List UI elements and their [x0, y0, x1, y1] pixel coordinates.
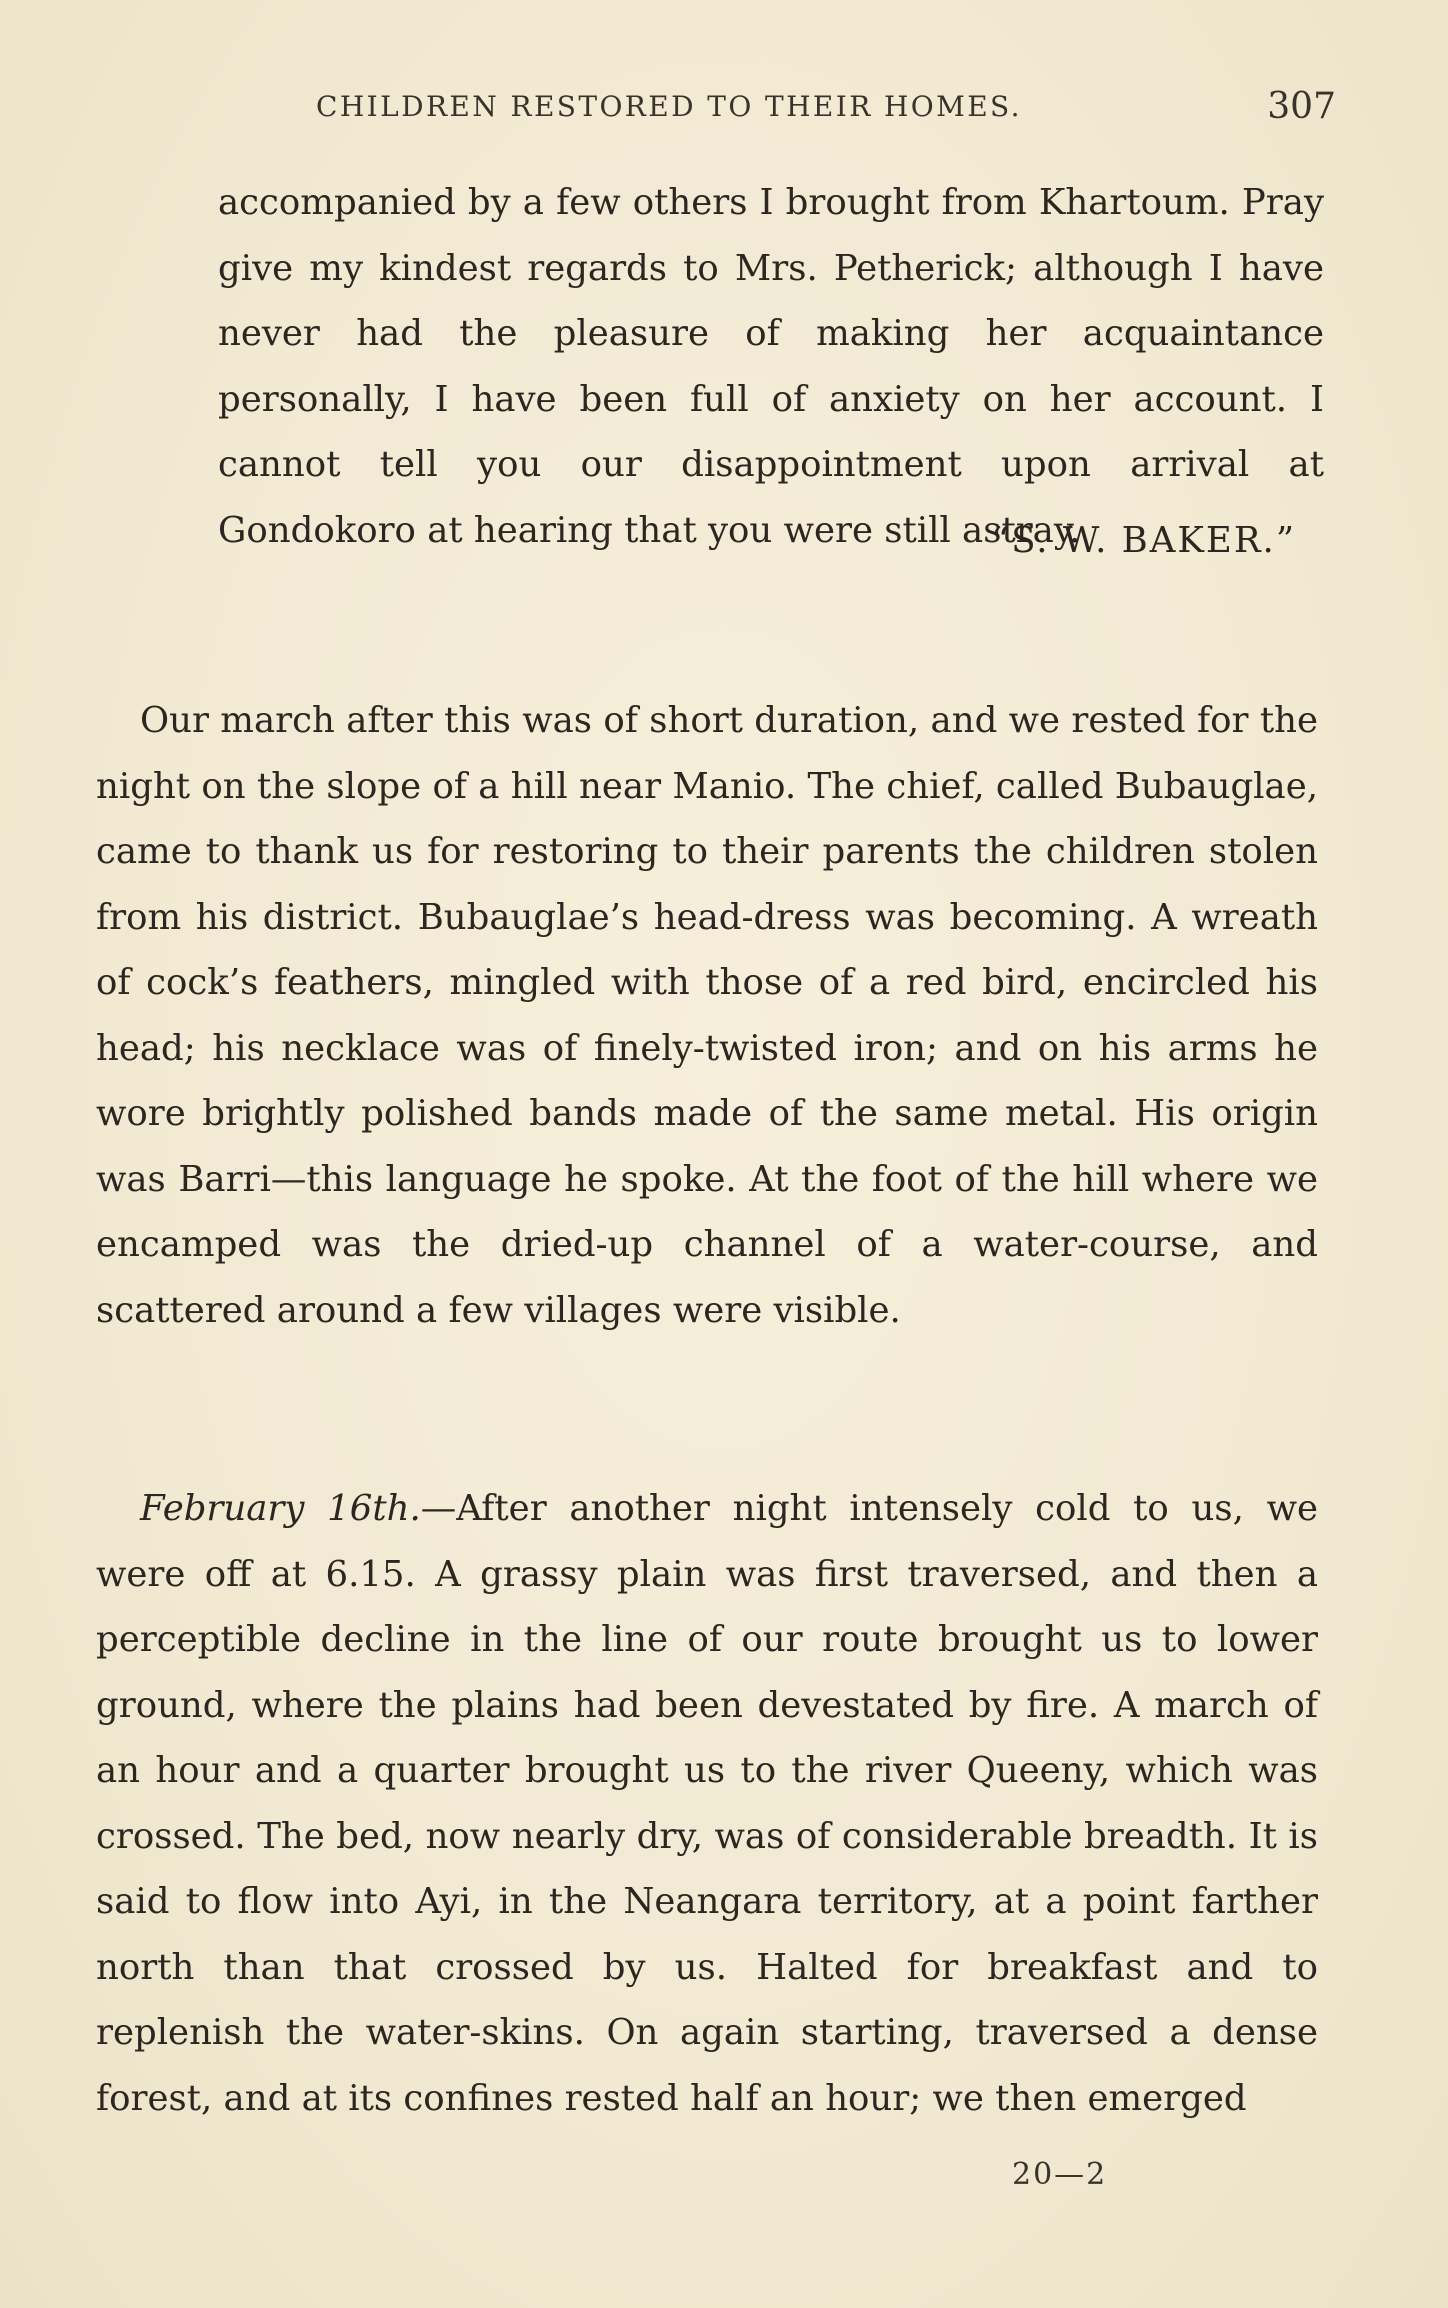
page-header: [316, 86, 1336, 136]
letter-text: accompanied by a few others I brought from Khartoum. Pray give my kindest regards to Mrs. Petherick; although I have never had the pleasure of making her acquaintance personally, I have been full of anxiety on her account. I cannot tell you our disappointment upon arrival at Gondokoro at hearing that you were still astray.: [218, 182, 1324, 551]
letter-signature: “S. W. BAKER.”: [991, 520, 1296, 561]
paragraph-march: Our march after this was of short duration, and we rested for the night on the slope of a hill near Manio. The chief, called Bubauglae, came to thank us for restoring to their parents the children stolen from his district. Bubauglae’s head-dress was becoming. A wreath of cock’s feathers, mingled with those of a red bird, encircled his head; his necklace was of finely-twisted iron; and on his arms he wore brightly polished bands made of the same metal. His origin was Barri—this language he spoke. At the foot of the hill where we encamped was the dried-up channel of a water-course, and scattered around a few villages were visible.: [96, 700, 1318, 1331]
paragraph-february: [96, 1476, 1318, 2131]
paragraph-february-text: —After another night intensely cold to us, we were off at 6.15. A grassy plain was first traversed, and then a perceptible decline in the line of our route brought us to lower ground, where the plains had been devestated by fire. A march of an hour and a quarter brought us to the river Queeny, which was crossed. The bed, now nearly dry, was of considerable breadth. It is said to flow into Ayi, in the Neangara territory, at a point farther north than that crossed by us. Halted for breakfast and to replenish the water-skins. On again starting, traversed a dense forest, and at its confines rested half an hour; we then emerged: [96, 1488, 1318, 2119]
page-number: 307: [1267, 86, 1336, 127]
running-head: CHILDREN RESTORED TO THEIR HOMES.: [316, 90, 1022, 123]
paragraph-date: February 16th.: [140, 1488, 421, 1529]
printer-signature-mark: 20—2: [1012, 2157, 1108, 2192]
